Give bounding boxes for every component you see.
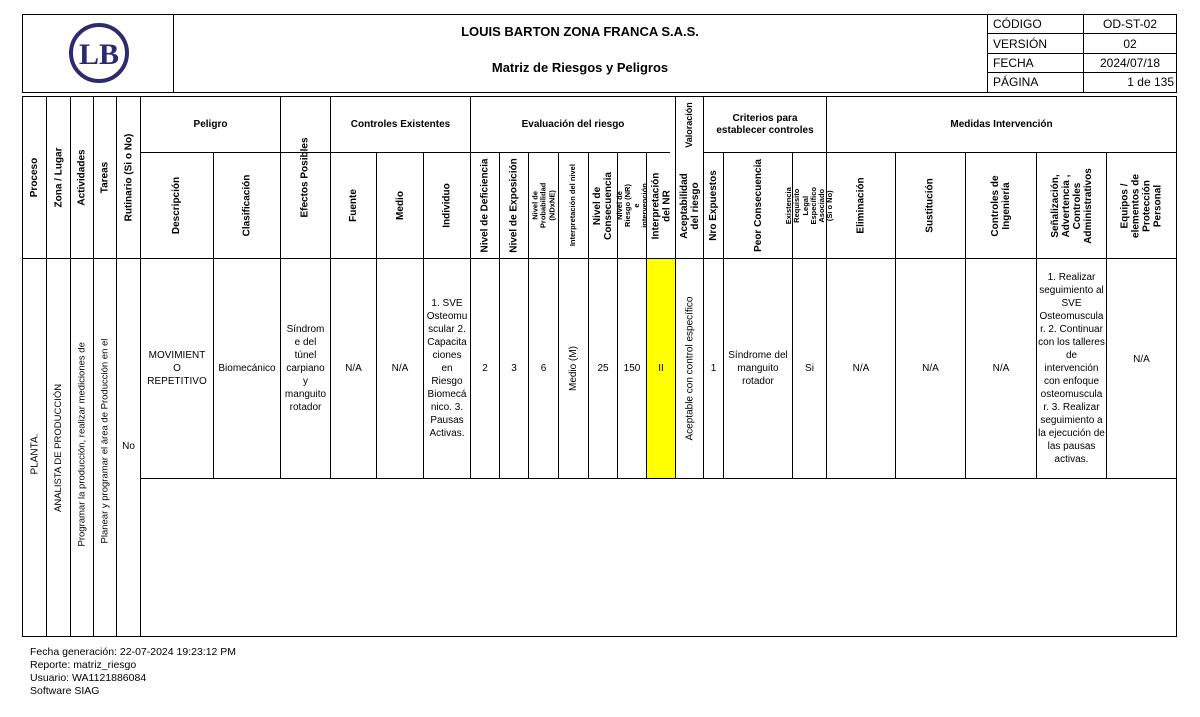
meta-value-code: OD-ST-02 <box>1102 17 1157 31</box>
col-controles-ingenieria-header: Controles de Ingeniería <box>990 174 1012 237</box>
logo-lettering: LB <box>78 38 120 71</box>
col-interpretacion-nivel-header: Interpretación del nivel <box>568 164 578 247</box>
meta-label-page: PÁGINA <box>993 75 1039 89</box>
group-valoracion-header: Valoración <box>683 101 694 148</box>
company-logo <box>68 22 130 84</box>
col-actividades-header: Actividades <box>76 149 88 206</box>
col-senalizacion-header: Señalización, Advertencia , Controles Administrativos <box>1049 167 1094 244</box>
cell-equipos: N/A <box>1133 353 1150 365</box>
meta-label-date: FECHA <box>993 56 1034 70</box>
cell-fuente: N/A <box>345 363 362 374</box>
cell-clasificacion: Biomecánico <box>218 363 276 374</box>
cell-individuo: 1. SVE Osteomu scular 2. Capacita ciones en Riesgo Biomecá nico. 3. Pausas Activas. <box>426 298 468 439</box>
col-zona-header: Zona / Lugar <box>53 147 64 208</box>
company-name: LOUIS BARTON ZONA FRANCA S.A.S. <box>461 24 699 39</box>
col-clasificacion-header: Clasificación <box>241 174 253 237</box>
meta-label-code: CÓDIGO <box>993 17 1042 31</box>
col-peor-consecuencia-header: Peor Consecuencia <box>752 159 764 252</box>
cell-nro-expuestos: 1 <box>710 363 717 374</box>
meta-value-date: 2024/07/18 <box>1099 56 1161 70</box>
cell-medio: N/A <box>391 363 409 374</box>
cell-descripcion: MOVIMIENT O REPETITIVO <box>147 350 207 387</box>
col-requisito-legal-header: Existencia Requisito Legal Específico Asociado (Si o No) <box>783 186 835 225</box>
col-individuo-header: Individuo <box>441 183 453 228</box>
cell-proceso: PLANTA. <box>29 433 40 475</box>
meta-value-version: 02 <box>1123 37 1137 51</box>
group-peligro-header: Peligro <box>193 118 228 130</box>
col-efectos-header: Efectos Posibles <box>300 137 311 218</box>
col-proceso-header: Proceso <box>29 157 40 198</box>
cell-rutinario: No <box>122 440 135 452</box>
cell-interpretacion-nr: II <box>647 259 675 478</box>
col-descripcion-header: Descripción <box>171 176 183 235</box>
group-evaluacion-header: Evaluación del riesgo <box>521 118 625 130</box>
document-title: Matriz de Riesgos y Peligros <box>491 60 669 75</box>
footer-software: Software SIAG <box>30 685 100 697</box>
cell-nivel-consecuencia: 25 <box>597 363 609 374</box>
col-sustitucion-header: Sustitución <box>924 178 936 233</box>
cell-controles-ingenieria: N/A <box>992 363 1010 374</box>
cell-nivel-deficiencia: 2 <box>482 363 488 374</box>
col-interpretacion-nr-header: Interpretación del NR <box>650 172 672 239</box>
meta-label-version: VERSIÓN <box>993 37 1048 51</box>
col-rutinario-header: Rutinario (Si o No) <box>123 133 134 222</box>
footer-usuario: Usuario: WA1121886084 <box>30 672 147 684</box>
footer-fecha: Fecha generación: 22-07-2024 19:23:12 PM <box>30 646 237 658</box>
cell-nivel-probabilidad: 6 <box>540 363 547 374</box>
cell-aceptabilidad: Aceptable con control específico <box>684 296 696 441</box>
col-nivel-riesgo-header: Nivel de Riesgo (NR) e intervención <box>614 183 649 228</box>
col-fuente-header: Fuente <box>348 189 359 222</box>
col-nivel-probabilidad-header: Nivel de Probabilidad (NDxNE) <box>530 182 556 229</box>
col-tareas-header: Tareas <box>99 161 111 194</box>
col-medio-header: Medio <box>394 191 406 220</box>
cell-requisito-legal: Si <box>805 363 814 374</box>
cell-senalizacion: 1. Realizar seguimiento al SVE Osteomuscula r. 2. Continuar con los talleres de intervención con enfoque osteomuscula r. 3. Realizar seguimiento a la ejecución de las pausas activas. <box>1038 272 1105 465</box>
col-eliminacion-header: Eliminación <box>855 177 867 234</box>
cell-tareas: Planear y programar el área de Producción en el <box>99 338 111 544</box>
cell-sustitucion: N/A <box>922 363 939 374</box>
cell-actividades: Programar la producción, realizar mediciones de <box>76 342 88 547</box>
cell-zona: ANALISTA DE PRODUCCIÓN <box>53 383 64 512</box>
footer-reporte: Reporte: matriz_riesgo <box>30 659 137 671</box>
group-medidas-header: Medidas Intervención <box>950 118 1053 130</box>
cell-nivel-exposicion: 3 <box>511 363 517 374</box>
cell-nivel-riesgo: 150 <box>623 363 641 374</box>
col-nivel-consecuencia-header: Nivel de Consecuencia <box>592 171 615 240</box>
col-aceptabilidad-header: Aceptabilidad del riesgo <box>678 172 701 239</box>
meta-value-page: 1 de 135 <box>1127 75 1174 89</box>
group-controles-existentes-header: Controles Existentes <box>350 118 451 130</box>
col-nivel-exposicion-header: Nivel de Exposición <box>508 158 520 253</box>
cell-interpretacion-nivel: Medio (M) <box>568 345 580 392</box>
cell-efectos: Síndrom e del túnel carpiano y manguito rotador <box>284 324 327 413</box>
col-equipos-header: Equipos / elementos de Protección Personal <box>1119 173 1164 238</box>
col-nivel-deficiencia-header: Nivel de Deficiencia <box>479 158 491 253</box>
group-criterios-header: Criterios para establecer controles <box>716 113 814 136</box>
cell-eliminacion: N/A <box>852 363 870 374</box>
cell-peor-consecuencia: Síndrome del manguito rotador <box>728 350 788 387</box>
col-nro-expuestos-header: Nro Expuestos <box>708 170 720 241</box>
